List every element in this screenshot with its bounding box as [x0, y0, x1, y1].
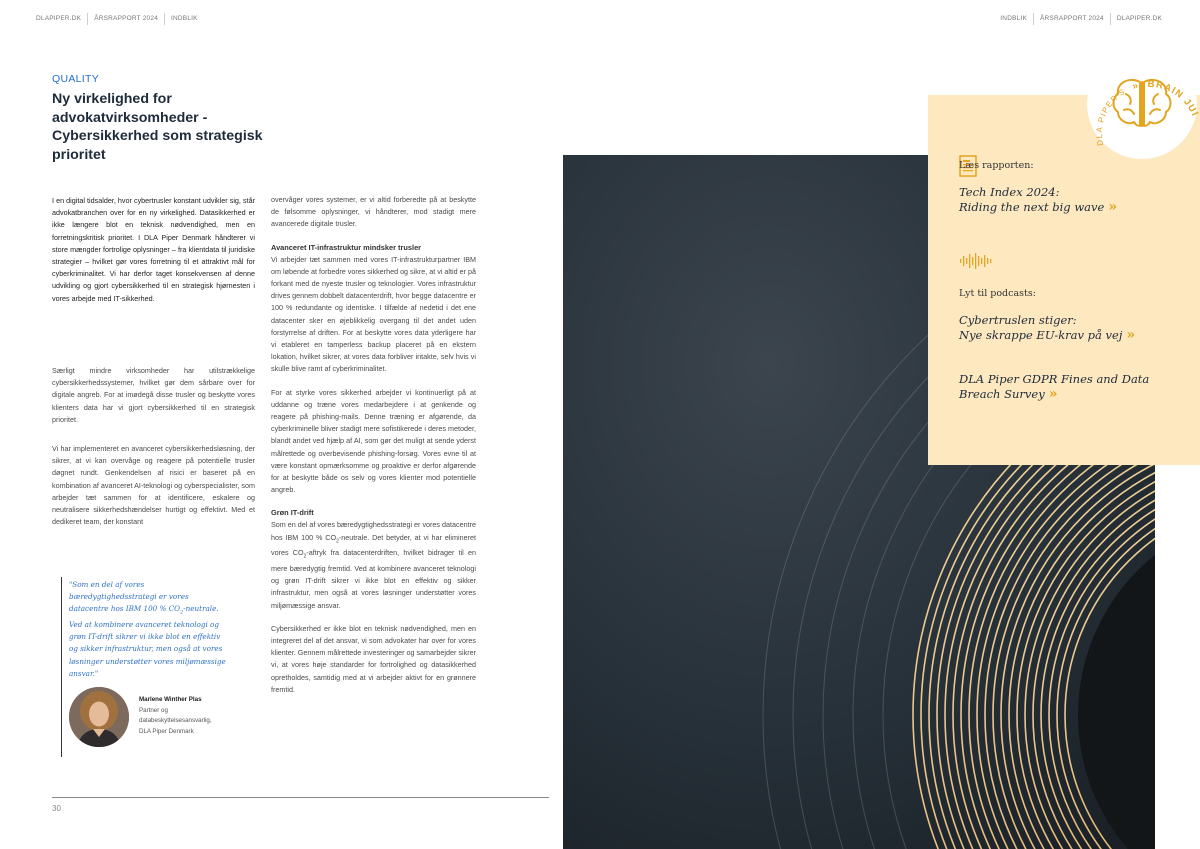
- article-paragraph: I en digital tidsalder, hvor cybertrusler konstant udvikler sig, står advokatbranchen over for en ny virkelighed. Datasikkerhed er ikke længere blot en teknisk nødvendighed, men en forretningskritisk prioritet. I DLA Piper Denmark håndterer vi store mængder fortrolige oplysninger – fra klientdata til juridiske strategier – hvilket gør vores forretning til et attraktivt mål for cyberkriminalitet. Vi har derfor taget konsekvensen af denne udvikling og gjort cybersikkerhed til en strategisk hjørnesten i vores arbejde med IT-sikkerhed.: [52, 196, 255, 303]
- author-role: Partner og: [139, 706, 168, 714]
- author-name: Marlene Winther Plas: [139, 696, 202, 703]
- report-label: Læs rapporten:: [959, 160, 1034, 171]
- article-paragraph: Vi har implementeret en avanceret cybersikkerhedsløsning, der sikrer, at vi kan overvåge og reagere på potentielle trusler døgnet rundt. Genkendelsen af risici er baseret på en kombination af avanceret AI-teknologi og cyberspecialister, som arbejder tæt sammen for at identificere, eskalere og neutralisere sikkerhedshændelser hurtigt og effektivt. Med et dedikeret team, der konstant: [52, 444, 255, 527]
- article-title: Ny virkelighed for advokatvirksomheder - Cybersikkerhed som strategisk prioritet: [52, 91, 263, 163]
- quote-author: [139, 695, 259, 737]
- podcast-label: Lyt til podcasts:: [959, 288, 1036, 299]
- chevron-right-icon: »: [1048, 386, 1058, 402]
- portrait-image: [69, 687, 129, 747]
- author-role: databeskyttelsesansvarlig,: [139, 717, 212, 724]
- avatar: [69, 687, 129, 747]
- footer-divider: [52, 797, 549, 798]
- article-paragraph: overvåger vores systemer, er vi altid forberedte på at beskytte de følsomme oplysninger, vi håndterer, mod stadigt mere avancerede digitale trusler.: [271, 195, 476, 229]
- chevron-right-icon: »: [1108, 199, 1118, 215]
- quote-text: [69, 579, 229, 680]
- podcast-link[interactable]: [959, 313, 1179, 343]
- article-paragraph: Særligt mindre virksomheder har utilstrækkelige cybersikkerhedssystemer, hvilket gør dem sårbare over for digitale angreb. For at imødegå disse trusler og beskytte vores klienters data har vi gjort cybersikkerhed til en strategisk prioritet.: [52, 366, 255, 424]
- brand-name: BRAIN JUI: [1147, 78, 1200, 119]
- survey-title-line: DLA Piper GDPR Fines and Data: [959, 372, 1150, 386]
- report-link[interactable]: [959, 185, 1179, 215]
- quote-part: -neutrale. Ved at kombinere avanceret teknologi og grøn IT-drift sikrer vi ikke blot en effektiv og sikker infrastruktur, men også at vores løsninger understøtter vores miljømæssige ansvar.": [69, 604, 226, 678]
- nav-link-site[interactable]: DLAPIPER.DK: [30, 13, 88, 25]
- nav-link-annual-report[interactable]: ÅRSRAPPORT 2024: [88, 13, 165, 25]
- page-number: 30: [52, 804, 61, 813]
- survey-link[interactable]: [959, 372, 1179, 402]
- brain-juice-logo: [1084, 38, 1200, 168]
- podcast-title-line: [959, 328, 1179, 343]
- survey-title-line: [959, 387, 1179, 402]
- subscript: 2: [180, 609, 184, 616]
- article-column-2: [271, 194, 476, 696]
- podcast-title-text: Nye skrappe EU-krav på vej: [959, 328, 1123, 342]
- section-label: QUALITY: [52, 73, 100, 85]
- text-part: -neutrale. Det betyder, at vi har elimineret vores CO: [271, 532, 476, 558]
- subscript: 2: [303, 553, 307, 560]
- subheading: Avanceret IT-infrastruktur mindsker trusler: [271, 242, 422, 252]
- article-paragraph: Vi arbejder tæt sammen med vores IT-infrastrukturpartner IBM om løbende at forbedre vores sikkerhed og sikre, at vi altid er på forkant med de nyeste trusler og teknologier. Vores infrastruktur drives gennem dobbelt datacenterdrift, hvor begge datacentre er 100 % redundante og identiske. I tilfælde af nedetid i det ene datacenter sker en øjeblikkelig overgang til det andet uden forstyrrelse af driften. For at beskytte vores data yderligere har vi etableret en tamperless backup placeret på en ekstern lokation, hvilket sikrer, at vores data forbliver intakte, selv hvis vi skulle blive ramt af cyberkriminalitet.: [271, 254, 476, 374]
- audio-wave-icon: [959, 252, 995, 275]
- article-paragraph: [271, 519, 476, 611]
- report-title-line: [959, 200, 1179, 215]
- author-company: DLA Piper Denmark: [139, 727, 194, 735]
- article-paragraph: For at styrke vores sikkerhed arbejder vi kontinuerligt på at uddanne og træne vores medarbejdere i at genkende og reagere på phishing-mails. Denne træning er afgørende, da cyberkriminelle bliver stadigt mere sofistikerede i deres metoder, blandt andet ved hjælp af AI, som gør det muligt at sende yderst målrettede og overbevisende phishing-forsøg. Vores evne til at være konstant opmærksomme og proaktive er derfor afgørende for at beskytte både os selv og vores klienter mod potentielle angreb.: [271, 387, 476, 495]
- brand-chevron: »: [1131, 79, 1141, 93]
- pull-quote: [61, 577, 262, 757]
- chevron-right-icon: »: [1126, 327, 1136, 343]
- article-paragraph: Cybersikkerhed er ikke blot en teknisk nødvendighed, men en integreret del af det ansvar, vi som advokater har over for vores klienter. Gennem målrettede investeringer og samarbejder sikrer vi, at vores høje standarder for fortrolighed og datasikkerhed opretholdes, samtidig med at vi arbejder aktivt for en grønnere fremtid.: [271, 623, 476, 694]
- top-nav-left: [30, 13, 204, 25]
- text-part: Som en del af vores bæredygtighedsstrategi er vores datacentre hos IBM 100 % CO: [271, 520, 476, 542]
- report-title-text: Riding the next big wave: [959, 200, 1105, 214]
- report-title-line: Tech Index 2024:: [959, 185, 1060, 199]
- podcast-title-line: Cybertruslen stiger:: [959, 313, 1077, 327]
- survey-title-text: Breach Survey: [959, 387, 1045, 401]
- quote-part: "Som en del af vores bæredygtighedsstrategi er vores datacentre hos IBM 100 % CO: [69, 580, 189, 614]
- subheading: Grøn IT-drift: [271, 508, 314, 518]
- brand-prefix: DLA PIPER'S: [1094, 86, 1128, 147]
- nav-link-annual-report[interactable]: ÅRSRAPPORT 2024: [1034, 13, 1111, 25]
- nav-link-insight[interactable]: INDBLIK: [994, 13, 1034, 25]
- text-part: -aftryk fra datacenterdriften, hvilket bidrager til en mere bæredygtig fremtid. Ved at kombinere avanceret teknologi og grøn IT-drift sikrer vi ikke blot en effektiv og sikker infrastruktur, men også at vores løsninger understøtter vores miljømæssige ansvar.: [271, 548, 476, 610]
- top-nav-right: [994, 13, 1168, 25]
- nav-link-site[interactable]: DLAPIPER.DK: [1116, 15, 1162, 22]
- subscript: 2: [336, 538, 339, 545]
- nav-link-insight[interactable]: INDBLIK: [171, 15, 198, 22]
